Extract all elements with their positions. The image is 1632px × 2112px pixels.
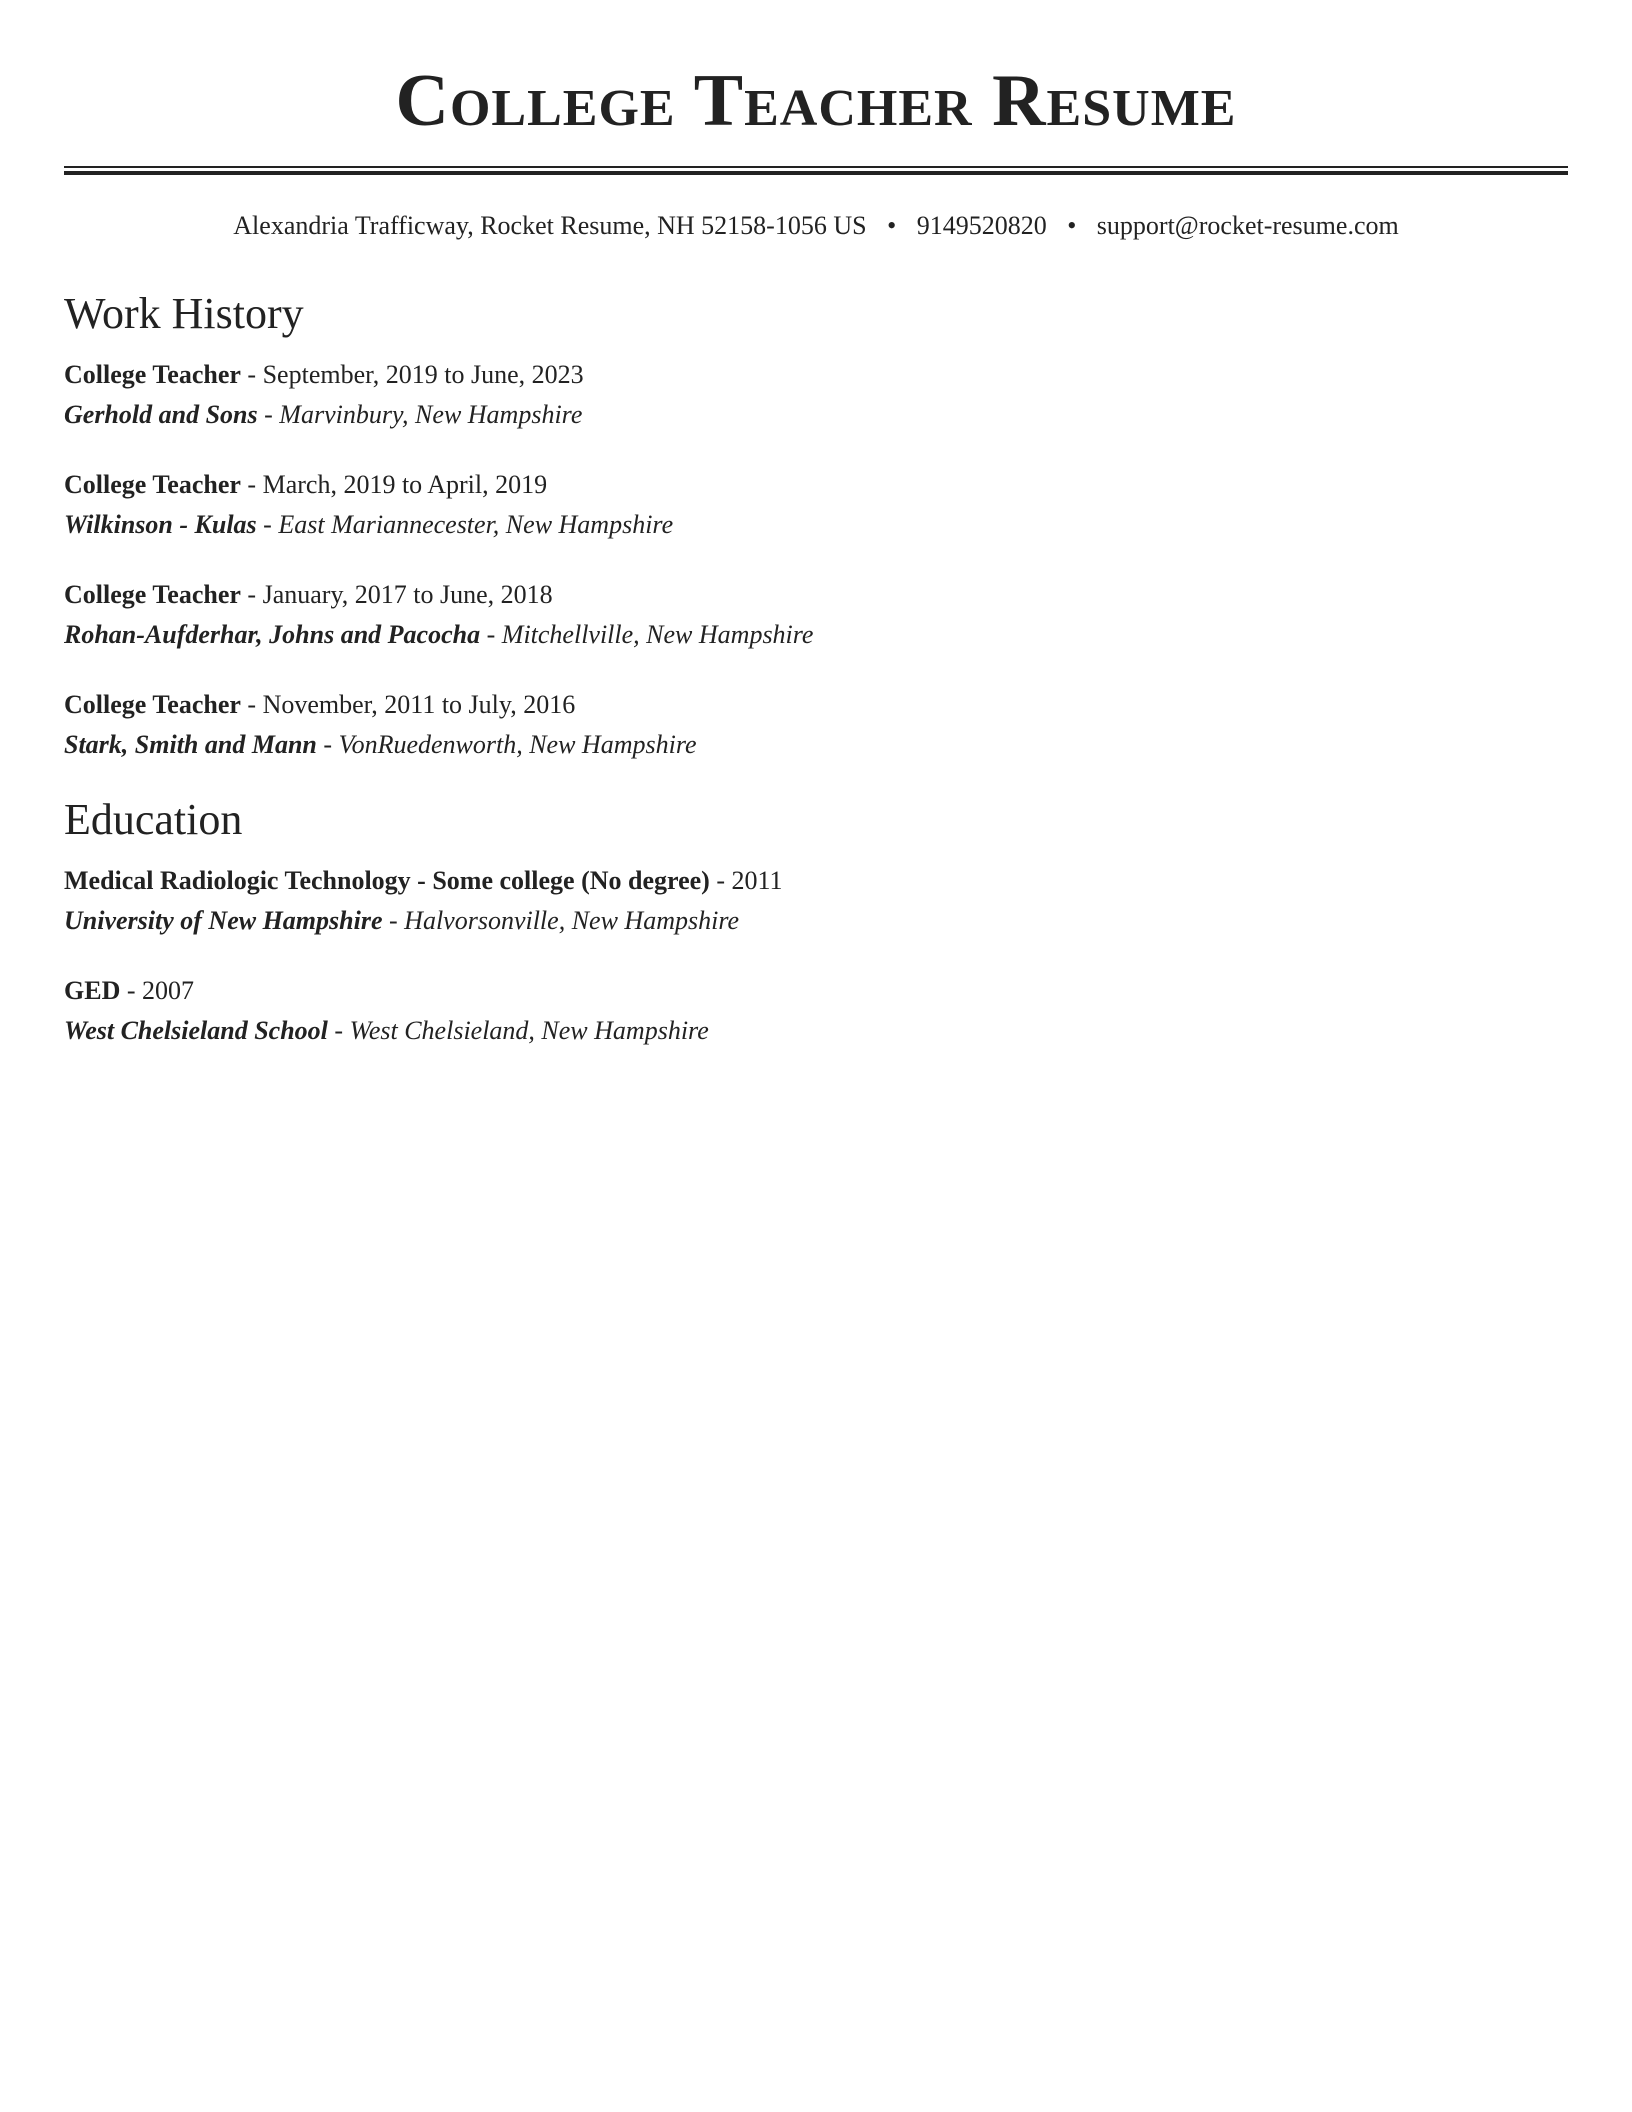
work-employer: Rohan-Aufderhar, Johns and Pacocha <box>64 620 481 649</box>
work-history-heading: Work History <box>64 289 304 338</box>
work-entry-employer-line <box>64 615 1568 655</box>
education-entry <box>64 971 1568 1051</box>
education-heading: Education <box>64 795 243 844</box>
education-degree: GED <box>64 976 121 1005</box>
work-employer: Gerhold and Sons <box>64 400 258 429</box>
education-entry <box>64 861 1568 941</box>
document-title: College Teacher Resume <box>395 60 1237 142</box>
work-entry <box>64 685 1568 765</box>
work-entry-title-line <box>64 465 1568 505</box>
work-location: Marvinbury, New Hampshire <box>279 400 583 429</box>
work-entry-title-line <box>64 355 1568 395</box>
work-dates: January, 2017 to June, 2018 <box>262 580 553 609</box>
contact-address: Alexandria Trafficway, Rocket Resume, NH 52158-1056 US <box>233 211 867 240</box>
work-dates: November, 2011 to July, 2016 <box>262 690 576 719</box>
work-entry-employer-line <box>64 725 1568 765</box>
dash-separator: - <box>716 866 725 895</box>
contact-email: support@rocket-resume.com <box>1096 211 1399 240</box>
bullet-separator: • <box>1067 211 1077 240</box>
contact-line <box>64 209 1568 243</box>
dash-separator: - <box>247 470 257 499</box>
work-employer: Wilkinson - Kulas <box>64 510 257 539</box>
dash-separator: - <box>247 580 257 609</box>
work-entry-employer-line <box>64 505 1568 545</box>
education-entry-school-line <box>64 1011 1568 1051</box>
work-entry <box>64 575 1568 655</box>
dash-separator: - <box>264 400 273 429</box>
dash-separator: - <box>247 360 257 389</box>
dash-separator: - <box>263 510 272 539</box>
education-year: 2011 <box>731 866 783 895</box>
work-dates: September, 2019 to June, 2023 <box>262 360 584 389</box>
work-employer: Stark, Smith and Mann <box>64 730 317 759</box>
education-school: University of New Hampshire <box>64 906 383 935</box>
dash-separator: - <box>334 1016 344 1045</box>
education-degree: Medical Radiologic Technology - Some college (No degree) <box>64 866 710 895</box>
title-divider <box>64 166 1568 175</box>
education-school: West Chelsieland School <box>64 1016 328 1045</box>
work-location: VonRuedenworth, New Hampshire <box>338 730 697 759</box>
work-entry-title-line <box>64 575 1568 615</box>
work-dates: March, 2019 to April, 2019 <box>262 470 548 499</box>
education-year: 2007 <box>142 976 195 1005</box>
work-entry <box>64 465 1568 545</box>
education-entry-degree-line <box>64 971 1568 1011</box>
dash-separator: - <box>389 906 398 935</box>
contact-phone: 9149520820 <box>916 211 1047 240</box>
work-location: East Mariannecester, New Hampshire <box>278 510 674 539</box>
dash-separator: - <box>247 690 257 719</box>
education-entry-degree-line <box>64 861 1568 901</box>
work-entry-employer-line <box>64 395 1568 435</box>
dash-separator: - <box>323 730 333 759</box>
dash-separator: - <box>126 976 136 1005</box>
education-entry-school-line <box>64 901 1568 941</box>
work-position: College Teacher <box>64 470 241 499</box>
work-position: College Teacher <box>64 690 241 719</box>
work-entry <box>64 355 1568 435</box>
work-location: Mitchellville, New Hampshire <box>501 620 814 649</box>
education-location: Halvorsonville, New Hampshire <box>404 906 740 935</box>
education-location: West Chelsieland, New Hampshire <box>349 1016 709 1045</box>
work-position: College Teacher <box>64 580 241 609</box>
dash-separator: - <box>486 620 496 649</box>
work-position: College Teacher <box>64 360 241 389</box>
work-entry-title-line <box>64 685 1568 725</box>
bullet-separator: • <box>887 211 897 240</box>
